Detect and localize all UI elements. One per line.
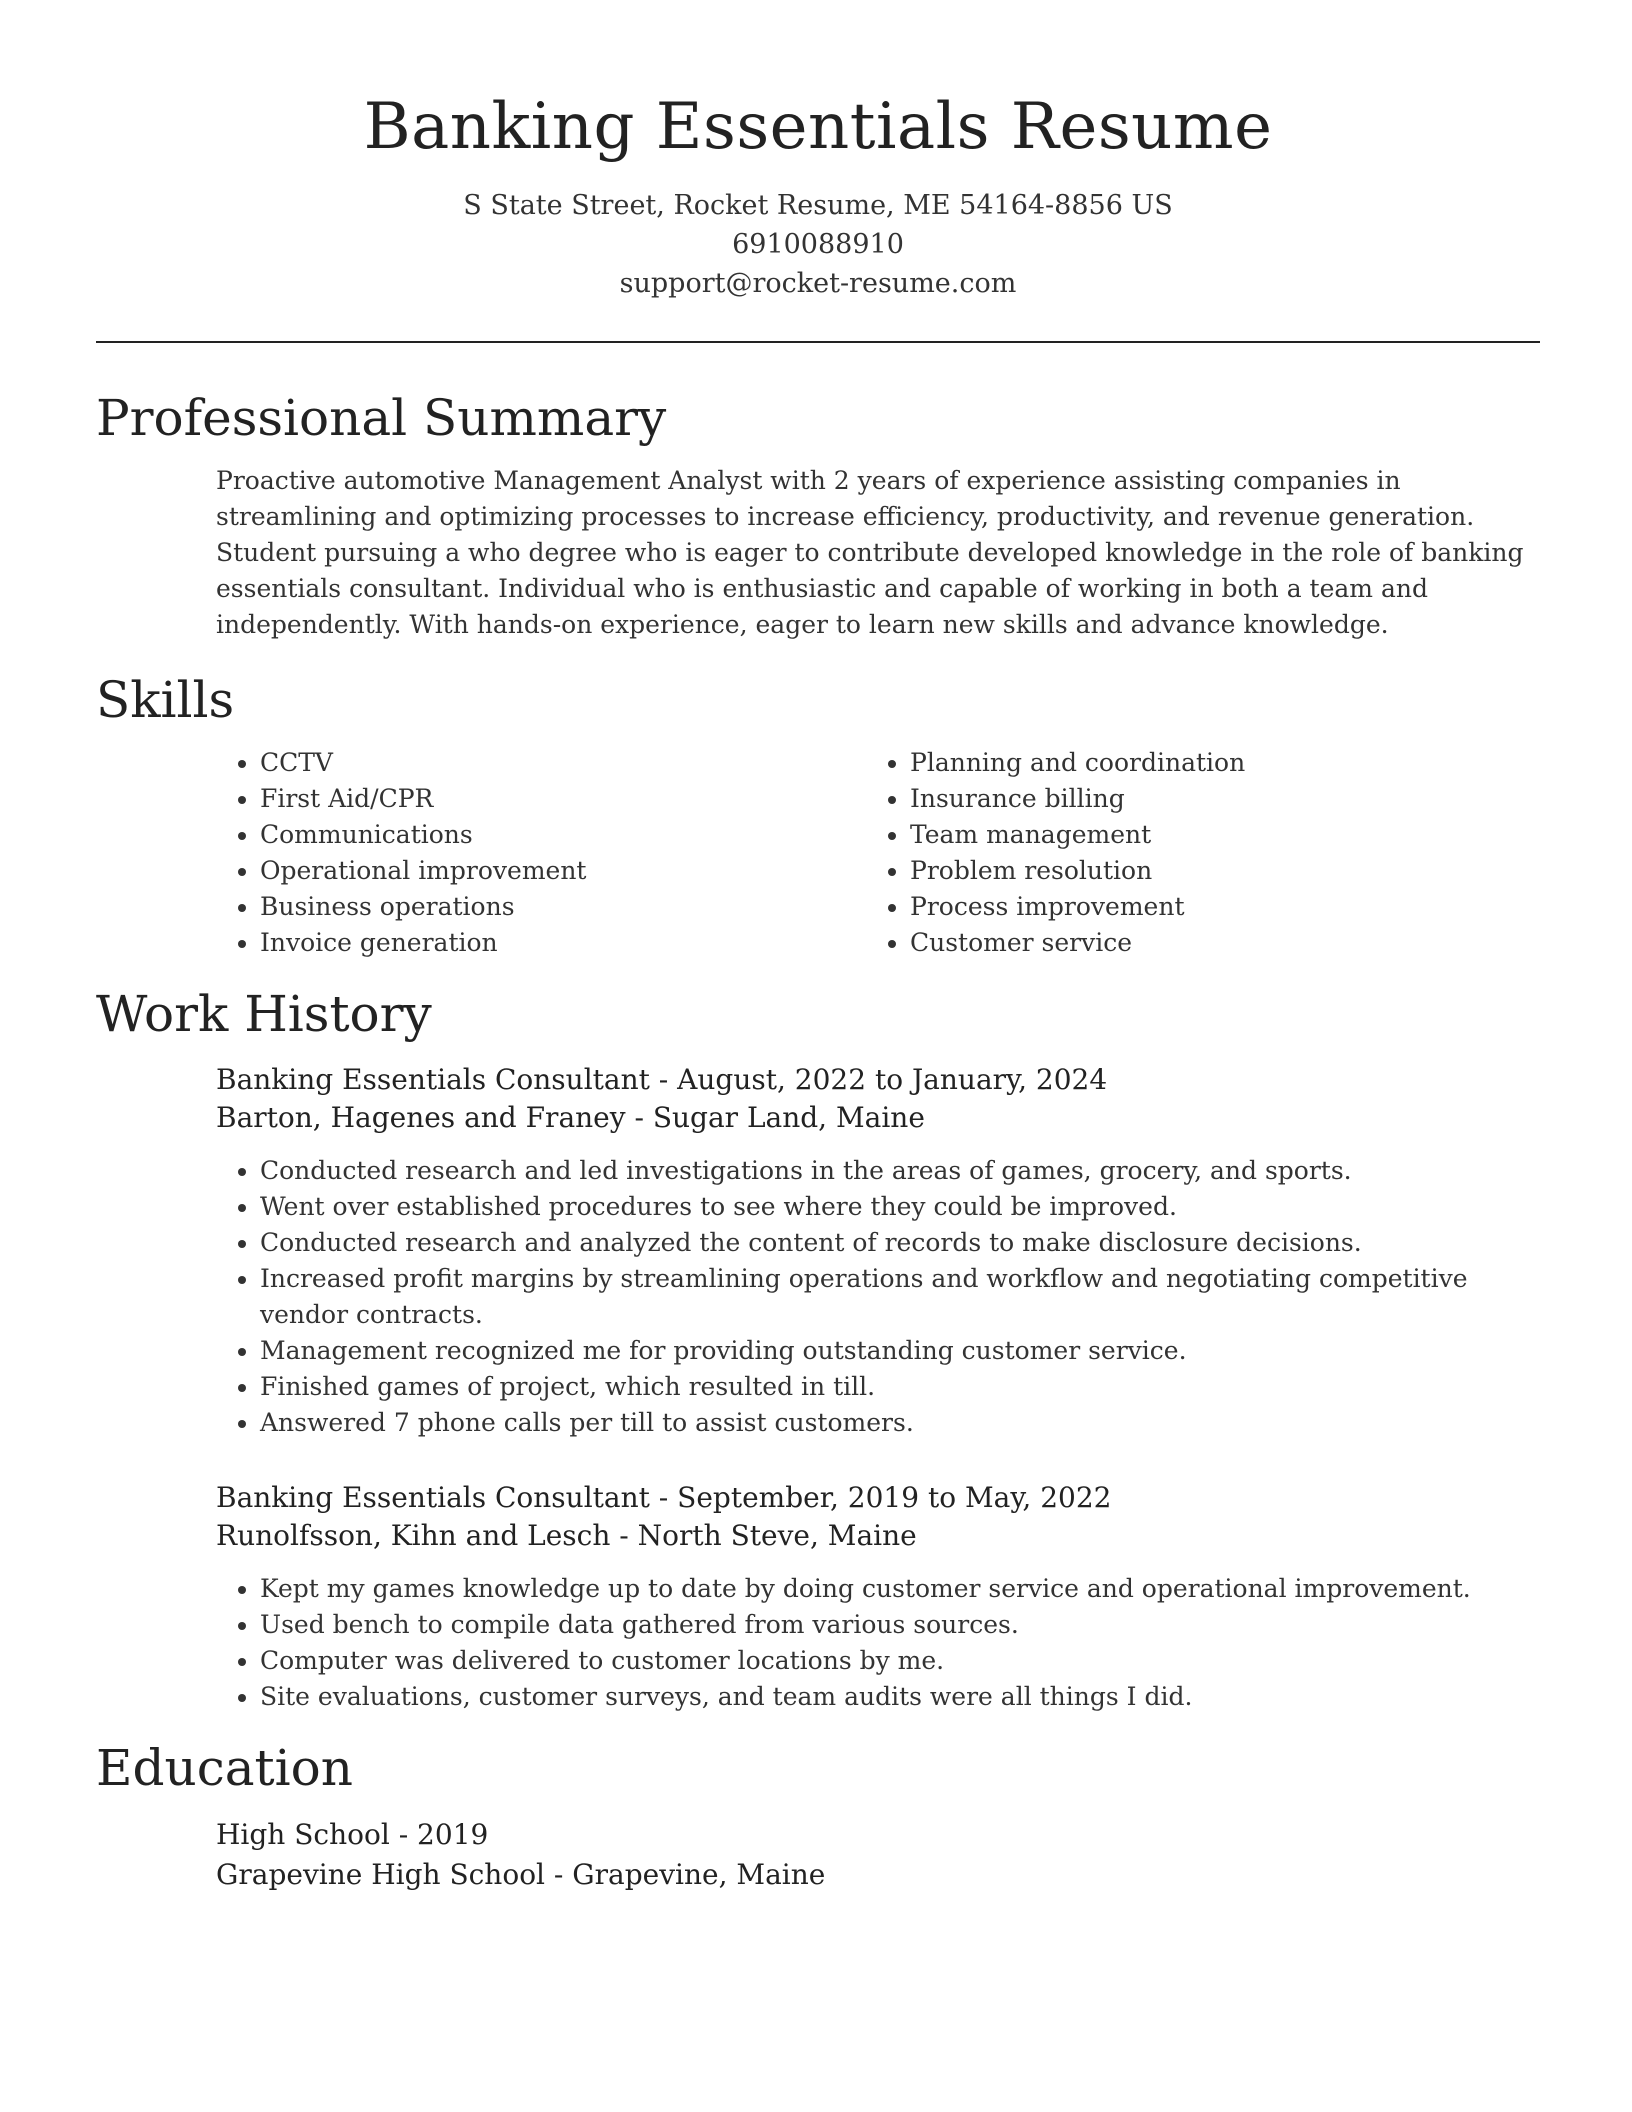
header-divider [96,341,1540,343]
job-duties [216,1153,1540,1441]
job-duty: • Used bench to compile data gathered from various sources. [260,1607,1540,1643]
contact-info [96,186,1540,303]
skill-item: • First Aid/CPR [260,781,866,817]
job-duty: • Finished games of project, which resulted in till. [260,1369,1540,1405]
job-company-line [216,1517,1540,1555]
skills-heading: Skills [96,671,235,729]
education-year: - 2019 [389,1818,489,1851]
job-duty: • Site evaluations, customer surveys, and team audits were all things I did. [260,1679,1540,1715]
resume-page [96,0,1540,1895]
job-position: Banking Essentials Consultant [216,1063,650,1096]
resume-name: Banking Essentials Resume [363,90,1273,164]
education-location: - Grapevine, Maine [545,1858,826,1891]
job-dates: - September, 2019 to May, 2022 [649,1481,1112,1514]
job-duty: • Computer was delivered to customer locations by me. [260,1643,1540,1679]
job-location: - Sugar Land, Maine [625,1101,925,1134]
skill-item: • Problem resolution [910,853,1516,889]
job-dates: - August, 2022 to January, 2024 [649,1063,1108,1096]
skill-item: • Customer service [910,925,1516,961]
skill-item: • Team management [910,817,1516,853]
job-duty: • Conducted research and analyzed the content of records to make disclosure decisions. [260,1225,1540,1261]
skills-column-left [216,745,866,961]
contact-email: support@rocket-resume.com [619,268,1017,299]
contact-address: S State Street, Rocket Resume, ME 54164-8856 US [463,190,1173,221]
job-entry [216,1479,1540,1715]
job-duty: • Conducted research and led investigations in the areas of games, grocery, and sports. [260,1153,1540,1189]
job-entry [216,1061,1540,1441]
skill-item: • Communications [260,817,866,853]
education-degree-line [216,1815,1540,1855]
skill-item: • Operational improvement [260,853,866,889]
job-duty: • Went over established procedures to see where they could be improved. [260,1189,1540,1225]
job-duty: • Increased profit margins by streamlining operations and workflow and negotiating competitive vendor contracts. [260,1261,1540,1333]
resume-header [96,0,1540,303]
education-heading: Education [96,1739,353,1797]
education-school-line [216,1855,1540,1895]
job-location: - North Steve, Maine [610,1519,917,1552]
job-company: Runolfsson, Kihn and Lesch [216,1519,611,1552]
summary-heading: Professional Summary [96,389,667,447]
skill-item: • Planning and coordination [910,745,1516,781]
skill-item: • Insurance billing [910,781,1516,817]
education-school: Grapevine High School [216,1858,546,1891]
education-entry [216,1815,1540,1895]
skills-column-right [866,745,1516,961]
skill-item: • CCTV [260,745,866,781]
job-company-line [216,1099,1540,1137]
job-duties [216,1571,1540,1715]
job-position: Banking Essentials Consultant [216,1481,650,1514]
job-title-line [216,1061,1540,1099]
skills-list [216,745,1540,961]
job-title-line [216,1479,1540,1517]
job-company: Barton, Hagenes and Franey [216,1101,626,1134]
job-duty: • Answered 7 phone calls per till to assist customers. [260,1405,1540,1441]
job-duty: • Management recognized me for providing outstanding customer service. [260,1333,1540,1369]
skill-item: • Process improvement [910,889,1516,925]
skill-item: • Business operations [260,889,866,925]
summary-text: Proactive automotive Management Analyst with 2 years of experience assisting companies in streamlining and optimizing processes to increase efficiency, productivity, and revenue generation. Student pursuing a who degree who is eager to contribute developed knowledge in the role of banking essentials consultant. Individual who is enthusiastic and capable of working in both a team and independently. With hands-on experience, eager to learn new skills and advance knowledge. [216,466,1524,639]
contact-phone: 6910088910 [732,229,904,260]
education-degree: High School [216,1818,390,1851]
job-duty: • Kept my games knowledge up to date by doing customer service and operational improvement. [260,1571,1540,1607]
skill-item: • Invoice generation [260,925,866,961]
work-history-heading: Work History [96,985,432,1043]
